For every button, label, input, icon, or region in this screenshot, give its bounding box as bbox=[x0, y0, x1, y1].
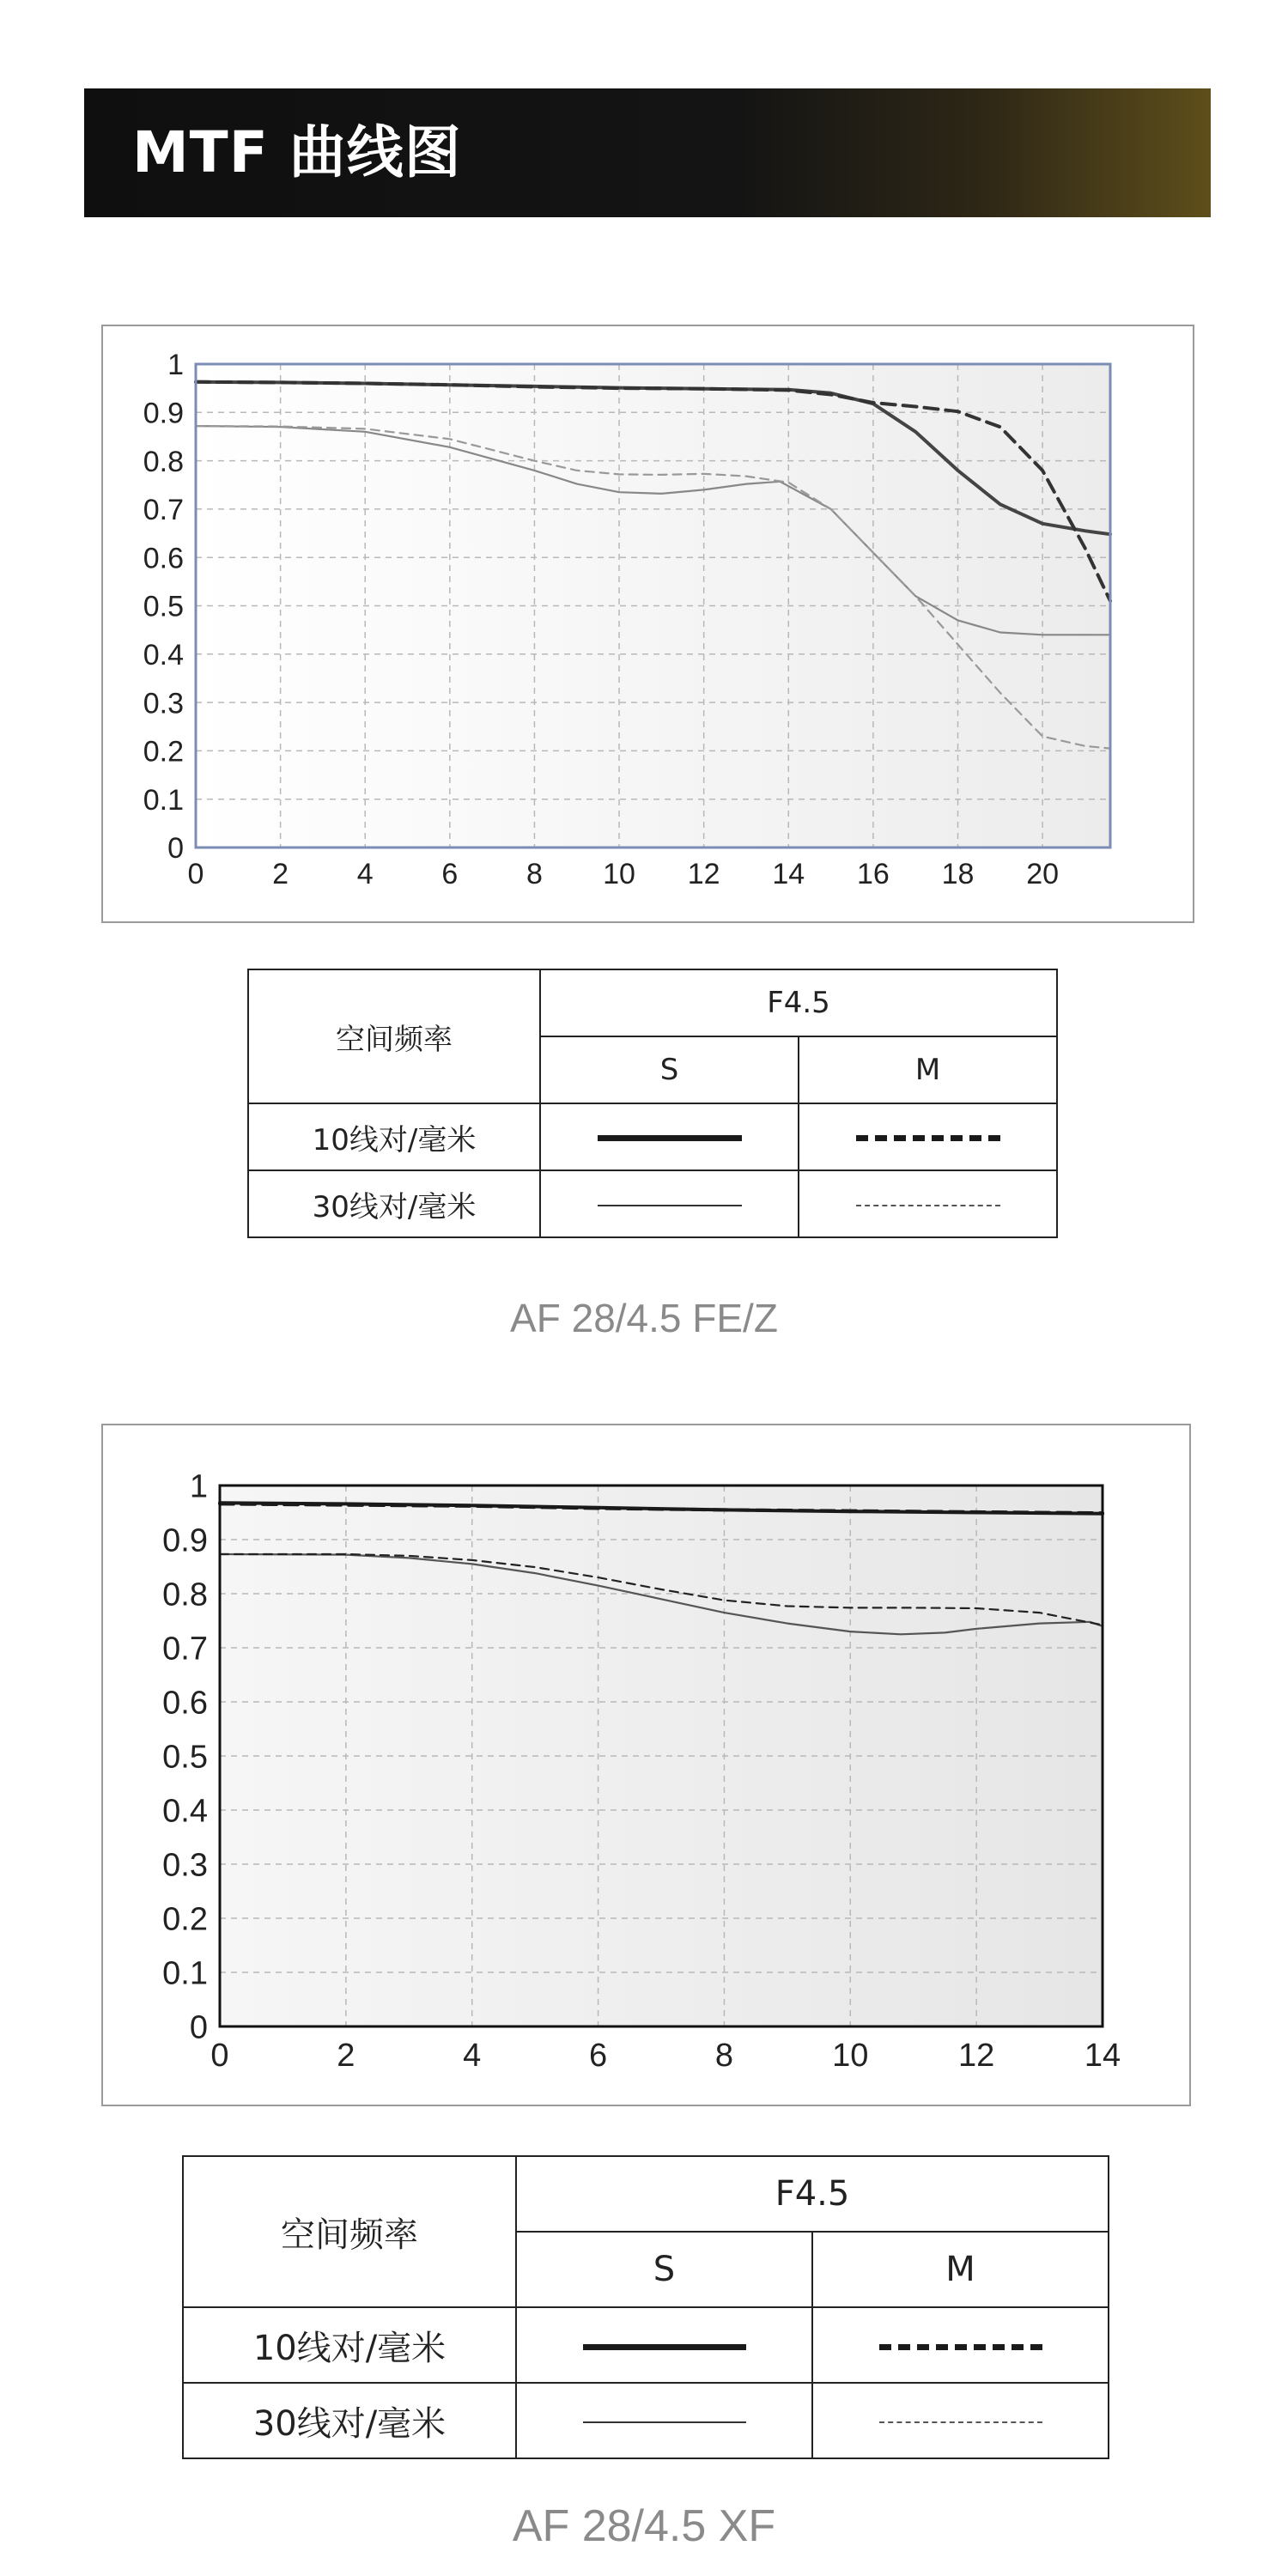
x-tick-label: 14 bbox=[1084, 2038, 1121, 2074]
y-tick-label: 0.9 bbox=[143, 397, 184, 430]
solid-thick-line-icon bbox=[598, 1135, 742, 1141]
legend-swatch-m30 bbox=[799, 1170, 1057, 1237]
x-tick-label: 8 bbox=[526, 858, 543, 890]
x-tick-label: 0 bbox=[187, 858, 204, 890]
y-tick-label: 0.7 bbox=[162, 1631, 208, 1668]
dashed-thin-line-icon bbox=[879, 2421, 1042, 2423]
dashed-thick-line-icon bbox=[856, 1135, 1000, 1141]
x-tick-label: 8 bbox=[714, 2038, 733, 2074]
legend-header-frequency: 空间频率 bbox=[183, 2156, 516, 2307]
y-tick-label: 0 bbox=[189, 2009, 208, 2046]
x-tick-label: 16 bbox=[856, 858, 890, 890]
legend-swatch-s30 bbox=[516, 2383, 812, 2458]
mtf-chart-svg bbox=[103, 326, 1196, 925]
x-tick-label: 6 bbox=[589, 2038, 608, 2074]
y-tick-label: 0.3 bbox=[162, 1847, 208, 1884]
legend-header-aperture: F4.5 bbox=[540, 969, 1057, 1036]
y-tick-label: 0 bbox=[167, 832, 184, 866]
x-tick-label: 12 bbox=[687, 858, 720, 890]
y-tick-label: 0.1 bbox=[143, 783, 184, 817]
legend-row-30lp: 30线对/毫米 bbox=[248, 1170, 540, 1237]
x-tick-label: 18 bbox=[941, 858, 975, 890]
x-tick-label: 14 bbox=[772, 858, 805, 890]
legend-row-10lp: 10线对/毫米 bbox=[183, 2307, 516, 2383]
x-tick-label: 4 bbox=[463, 2038, 482, 2074]
legend-swatch-s10 bbox=[540, 1103, 799, 1170]
legend-header-frequency: 空间频率 bbox=[248, 969, 540, 1103]
y-tick-label: 0.8 bbox=[162, 1577, 208, 1613]
legend-table-xf bbox=[182, 2155, 1109, 2459]
legend-header-aperture: F4.5 bbox=[516, 2156, 1109, 2232]
y-tick-label: 1 bbox=[167, 349, 184, 382]
y-tick-label: 0.4 bbox=[143, 639, 184, 672]
legend-col-m: M bbox=[812, 2232, 1109, 2307]
y-tick-label: 0.8 bbox=[143, 445, 184, 478]
y-tick-label: 0.6 bbox=[162, 1685, 208, 1722]
legend-col-s: S bbox=[516, 2232, 812, 2307]
legend-swatch-m10 bbox=[812, 2307, 1109, 2383]
x-tick-label: 6 bbox=[441, 858, 459, 890]
solid-thick-line-icon bbox=[583, 2344, 746, 2350]
y-tick-label: 1 bbox=[189, 1468, 208, 1505]
legend-col-m: M bbox=[799, 1036, 1057, 1103]
y-tick-label: 0.2 bbox=[162, 1901, 208, 1938]
y-tick-label: 0.5 bbox=[143, 590, 184, 623]
lens-caption-fe-z: AF 28/4.5 FE/Z bbox=[510, 1296, 778, 1340]
lens-caption-xf: AF 28/4.5 XF bbox=[512, 2501, 776, 2551]
x-tick-label: 2 bbox=[272, 858, 289, 890]
page-title: MTF 曲线图 bbox=[132, 119, 462, 185]
x-tick-label: 10 bbox=[603, 858, 635, 890]
mtf-chart-fe-z bbox=[101, 325, 1194, 923]
header-banner bbox=[84, 88, 1211, 217]
x-tick-label: 20 bbox=[1026, 858, 1060, 890]
y-tick-label: 0.9 bbox=[162, 1522, 208, 1559]
legend-swatch-s10 bbox=[516, 2307, 812, 2383]
x-tick-label: 0 bbox=[210, 2038, 229, 2074]
legend-swatch-m10 bbox=[799, 1103, 1057, 1170]
solid-thin-line-icon bbox=[598, 1205, 742, 1206]
mtf-chart-svg bbox=[103, 1425, 1193, 2108]
y-tick-label: 0.1 bbox=[162, 1955, 208, 1992]
x-tick-label: 10 bbox=[832, 2038, 869, 2074]
y-tick-label: 0.7 bbox=[143, 494, 184, 527]
legend-col-s: S bbox=[540, 1036, 799, 1103]
solid-thin-line-icon bbox=[583, 2421, 746, 2423]
y-tick-label: 0.2 bbox=[143, 735, 184, 769]
legend-row-30lp: 30线对/毫米 bbox=[183, 2383, 516, 2458]
y-tick-label: 0.6 bbox=[143, 542, 184, 575]
y-tick-label: 0.4 bbox=[162, 1793, 208, 1830]
legend-swatch-s30 bbox=[540, 1170, 799, 1237]
dashed-thin-line-icon bbox=[856, 1205, 1000, 1206]
x-tick-label: 2 bbox=[337, 2038, 355, 2074]
x-tick-label: 12 bbox=[958, 2038, 995, 2074]
legend-table-fe-z bbox=[247, 969, 1058, 1238]
y-tick-label: 0.3 bbox=[143, 687, 184, 720]
mtf-chart-xf bbox=[101, 1424, 1191, 2106]
legend-row-10lp: 10线对/毫米 bbox=[248, 1103, 540, 1170]
y-tick-label: 0.5 bbox=[162, 1739, 208, 1776]
legend-swatch-m30 bbox=[812, 2383, 1109, 2458]
dashed-thick-line-icon bbox=[879, 2344, 1042, 2350]
x-tick-label: 4 bbox=[356, 858, 374, 890]
